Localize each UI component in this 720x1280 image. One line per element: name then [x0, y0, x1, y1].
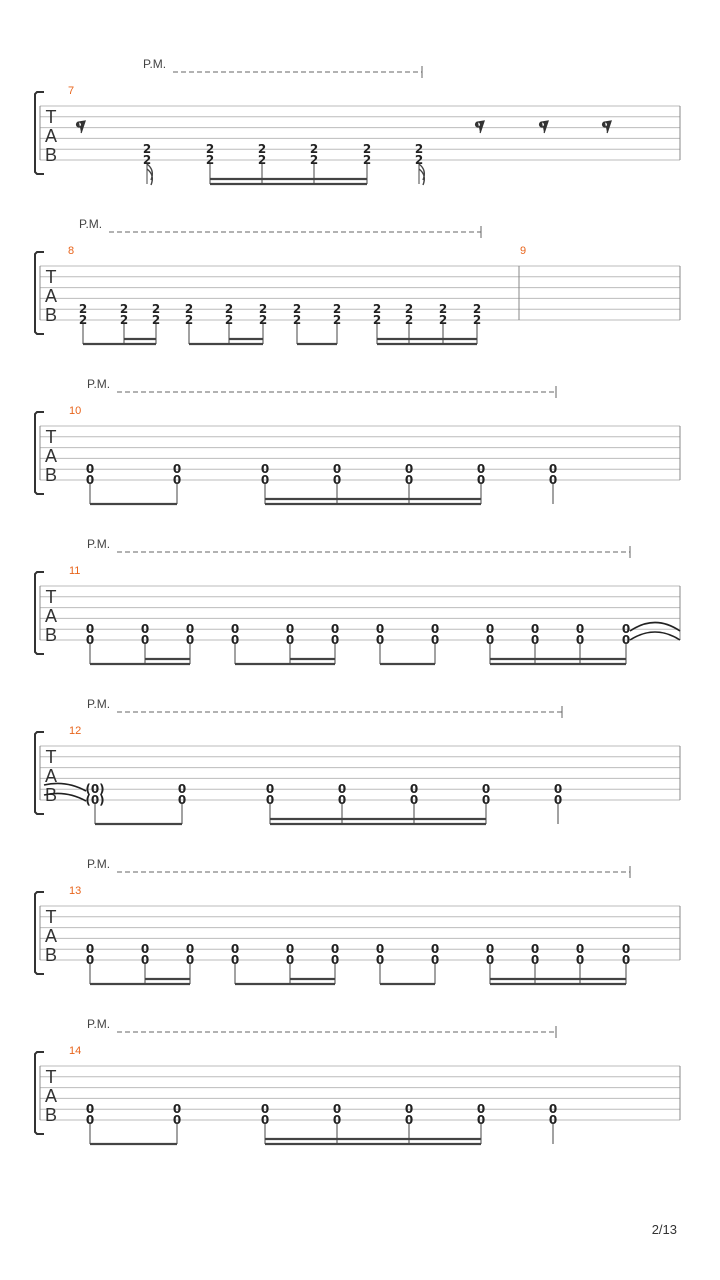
fret-number: 0: [548, 462, 558, 477]
fret-number: 2: [184, 302, 194, 317]
fret-number: 0: [185, 622, 195, 637]
tab-system: [35, 377, 680, 504]
fret-number: 0: [621, 942, 631, 957]
fret-number: 2: [372, 302, 382, 317]
fret-number: 2: [362, 142, 372, 157]
fret-number: 0: [140, 622, 150, 637]
fret-number: 0: [140, 942, 150, 957]
fret-number: 0: [476, 473, 486, 487]
fret-number: 0: [337, 782, 347, 797]
fret-number: 2: [119, 313, 129, 327]
fret-number: 2: [292, 313, 302, 327]
fret-number: 2: [151, 313, 161, 327]
fret-number: 0: [575, 953, 585, 967]
fret-number: 0: [430, 942, 440, 957]
fret-number: 0: [172, 462, 182, 477]
tab-clef-letter: T: [45, 747, 57, 767]
fret-number: 0: [375, 953, 385, 967]
fret-number: 0: [575, 622, 585, 637]
fret-number: 2: [414, 142, 424, 157]
fret-number: 0: [332, 1113, 342, 1127]
fret-number: 2: [257, 142, 267, 157]
fret-number: 0: [185, 942, 195, 957]
fret-number: 0: [430, 953, 440, 967]
fret-number: 0: [621, 622, 631, 637]
fret-number: 0: [85, 633, 95, 647]
tab-system: [35, 857, 680, 984]
fret-number: 0: [530, 622, 540, 637]
fret-number: 0: [330, 953, 340, 967]
fret-number: 0: [85, 1102, 95, 1117]
tab-system: [35, 57, 680, 185]
eighth-rest: [476, 121, 485, 133]
eighth-rest: [603, 121, 612, 133]
fret-number: 0: [330, 622, 340, 637]
fret-number: 2: [438, 302, 448, 317]
fret-number: 0: [265, 782, 275, 797]
fret-number: 0: [485, 942, 495, 957]
fret-number: 0: [553, 782, 563, 797]
fret-number: 0: [481, 793, 491, 807]
fret-number: 0: [85, 462, 95, 477]
fret-number: 0: [332, 462, 342, 477]
fret-number: 0: [230, 942, 240, 957]
measure-number: 13: [69, 885, 82, 897]
fret-number: 2: [224, 302, 234, 317]
fret-number: 0: [85, 1113, 95, 1127]
tab-clef-letter: B: [44, 625, 58, 645]
fret-number: 0: [177, 782, 187, 797]
eighth-rest: [540, 121, 549, 133]
measure-number: 14: [69, 1045, 82, 1057]
fret-number: 2: [205, 153, 215, 167]
fret-number: 0: [404, 1102, 414, 1117]
fret-number: (0): [85, 782, 105, 797]
fret-number: 2: [205, 142, 215, 157]
fret-number: 2: [309, 153, 319, 167]
fret-number: 0: [430, 622, 440, 637]
fret-number: 2: [362, 153, 372, 167]
tab-system: [35, 697, 680, 824]
fret-number: 0: [485, 622, 495, 637]
fret-number: 0: [621, 633, 631, 647]
note-flag: [419, 164, 424, 185]
fret-number: 0: [332, 1102, 342, 1117]
fret-number: (0): [85, 793, 105, 807]
fret-number: 2: [258, 302, 268, 317]
fret-number: 0: [172, 473, 182, 487]
fret-number: 0: [260, 1102, 270, 1117]
fret-number: 0: [85, 473, 95, 487]
fret-number: 2: [78, 302, 88, 317]
measure-number: 10: [69, 405, 82, 417]
tab-clef-letter: T: [45, 427, 57, 447]
fret-number: 2: [414, 153, 424, 167]
fret-number: 0: [621, 953, 631, 967]
tab-clef-letter: A: [44, 126, 58, 146]
fret-number: 0: [375, 633, 385, 647]
fret-number: 0: [285, 622, 295, 637]
tab-clef-letter: T: [45, 587, 57, 607]
fret-number: 0: [330, 942, 340, 957]
tab-clef-letter: B: [44, 945, 58, 965]
tab-clef-letter: A: [44, 286, 58, 306]
fret-number: 0: [260, 1113, 270, 1127]
tab-clef-letter: B: [44, 1105, 58, 1125]
palm-mute-label: P.M.: [87, 537, 111, 551]
fret-number: 0: [230, 633, 240, 647]
fret-number: 0: [85, 953, 95, 967]
fret-number: 2: [438, 313, 448, 327]
palm-mute-label: P.M.: [79, 217, 103, 231]
eighth-rest: [77, 121, 86, 133]
fret-number: 0: [548, 1102, 558, 1117]
fret-number: 0: [548, 473, 558, 487]
fret-number: 0: [85, 942, 95, 957]
palm-mute-label: P.M.: [87, 1017, 111, 1031]
fret-number: 2: [472, 313, 482, 327]
note-flag: [147, 164, 152, 185]
fret-number: 0: [553, 793, 563, 807]
tab-clef-letter: B: [44, 785, 58, 805]
fret-number: 2: [292, 302, 302, 317]
fret-number: 0: [530, 942, 540, 957]
fret-number: 0: [404, 1113, 414, 1127]
fret-number: 0: [530, 953, 540, 967]
tab-clef-letter: B: [44, 465, 58, 485]
tab-clef-letter: A: [44, 1086, 58, 1106]
tab-system: [35, 1017, 680, 1144]
fret-number: 2: [332, 302, 342, 317]
fret-number: 0: [430, 633, 440, 647]
fret-number: 0: [476, 1102, 486, 1117]
fret-number: 0: [476, 1113, 486, 1127]
fret-number: 0: [285, 953, 295, 967]
fret-number: 0: [404, 473, 414, 487]
fret-number: 2: [404, 302, 414, 317]
fret-number: 2: [184, 313, 194, 327]
tab-clef-letter: A: [44, 766, 58, 786]
palm-mute-label: P.M.: [143, 57, 167, 71]
fret-number: 0: [185, 633, 195, 647]
fret-number: 0: [285, 633, 295, 647]
fret-number: 0: [530, 633, 540, 647]
fret-number: 0: [140, 633, 150, 647]
measure-number: 8: [68, 245, 75, 257]
tab-clef-letter: A: [44, 446, 58, 466]
fret-number: 2: [119, 302, 129, 317]
fret-number: 0: [230, 622, 240, 637]
fret-number: 0: [185, 953, 195, 967]
fret-number: 0: [172, 1102, 182, 1117]
fret-number: 0: [260, 473, 270, 487]
fret-number: 0: [337, 793, 347, 807]
fret-number: 0: [375, 942, 385, 957]
fret-number: 0: [409, 793, 419, 807]
fret-number: 0: [332, 473, 342, 487]
tab-clef-letter: T: [45, 267, 57, 287]
fret-number: 2: [151, 302, 161, 317]
palm-mute-label: P.M.: [87, 697, 111, 711]
tab-clef-letter: T: [45, 907, 57, 927]
fret-number: 0: [485, 953, 495, 967]
tab-system: [35, 537, 680, 664]
fret-number: 0: [485, 633, 495, 647]
fret-number: 0: [476, 462, 486, 477]
fret-number: 2: [332, 313, 342, 327]
measure-number: 7: [68, 85, 75, 97]
fret-number: 0: [140, 953, 150, 967]
fret-number: 0: [265, 793, 275, 807]
fret-number: 2: [309, 142, 319, 157]
fret-number: 0: [260, 462, 270, 477]
fret-number: 0: [481, 782, 491, 797]
fret-number: 2: [404, 313, 414, 327]
fret-number: 0: [409, 782, 419, 797]
tab-clef-letter: A: [44, 606, 58, 626]
fret-number: 0: [285, 942, 295, 957]
palm-mute-label: P.M.: [87, 377, 111, 391]
fret-number: 0: [548, 1113, 558, 1127]
fret-number: 0: [177, 793, 187, 807]
page-number: 2/13: [651, 1222, 677, 1237]
fret-number: 0: [230, 953, 240, 967]
fret-number: 2: [257, 153, 267, 167]
fret-number: 0: [575, 633, 585, 647]
fret-number: 2: [258, 313, 268, 327]
tab-clef-letter: T: [45, 107, 57, 127]
tab-system: [35, 217, 680, 344]
tab-clef-letter: B: [44, 145, 58, 165]
fret-number: 2: [224, 313, 234, 327]
fret-number: 2: [78, 313, 88, 327]
measure-number: 9: [520, 245, 527, 257]
tie-arc: [630, 623, 680, 632]
fret-number: 0: [85, 622, 95, 637]
tie-arc: [630, 632, 680, 640]
fret-number: 0: [172, 1113, 182, 1127]
tab-clef-letter: T: [45, 1067, 57, 1087]
palm-mute-label: P.M.: [87, 857, 111, 871]
fret-number: 2: [472, 302, 482, 317]
fret-number: 0: [330, 633, 340, 647]
measure-number: 11: [69, 565, 81, 577]
fret-number: 2: [142, 142, 152, 157]
tab-clef-letter: A: [44, 926, 58, 946]
tab-clef-letter: B: [44, 305, 58, 325]
fret-number: 2: [372, 313, 382, 327]
fret-number: 0: [575, 942, 585, 957]
fret-number: 2: [142, 153, 152, 167]
measure-number: 12: [69, 725, 82, 737]
fret-number: 0: [375, 622, 385, 637]
fret-number: 0: [404, 462, 414, 477]
